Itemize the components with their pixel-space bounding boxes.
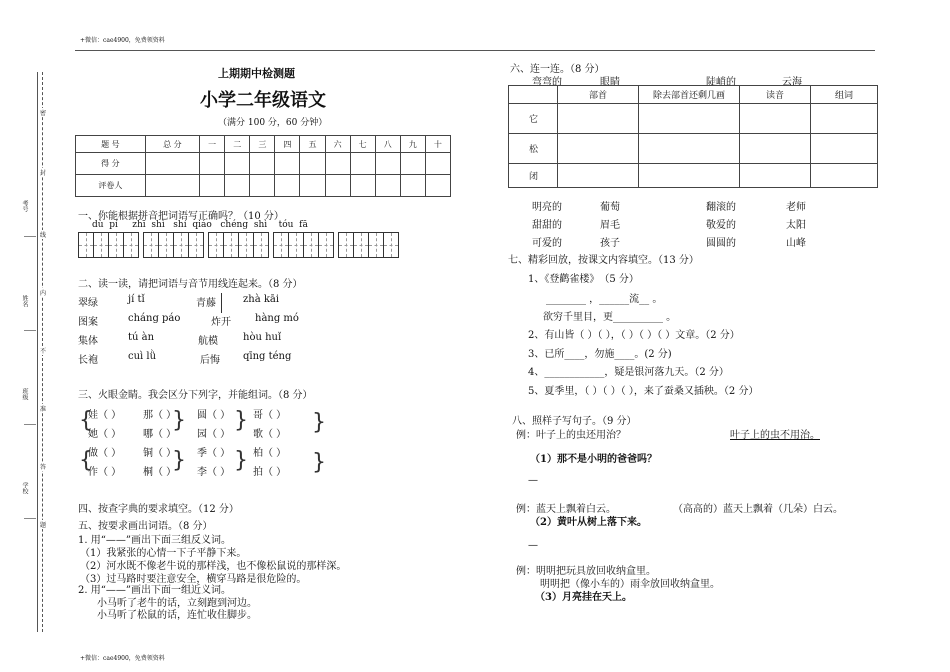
- score-header: 六: [325, 136, 350, 153]
- q7-line: 3、已所____，勿施____。(2 分): [528, 349, 672, 360]
- q7-line: ________ ，______流__ 。: [546, 294, 663, 305]
- q8-item: （3）月亮挂在天上。: [535, 592, 632, 603]
- answer-grid[interactable]: [273, 232, 333, 258]
- cut-char: 答: [40, 464, 47, 471]
- q4-title: 四、按查字典的要求填空。（12 分）: [78, 504, 239, 515]
- score-header: 四: [275, 136, 300, 153]
- side-label-id: 考号: [21, 200, 28, 212]
- side-label-school: 学校: [21, 482, 28, 494]
- q5-line: （3）过马路时要注意安全，横穿马路是很危险的。: [80, 574, 307, 585]
- cut-char: 内: [40, 290, 47, 297]
- answer-grid[interactable]: [143, 232, 203, 258]
- score-row-label: 得 分: [76, 153, 146, 175]
- q1-title: 一、你能根据拼音把词语写正确吗？（10 分）: [78, 211, 284, 222]
- score-header: 总 分: [145, 136, 199, 153]
- score-table: [75, 135, 451, 197]
- cut-char: 线: [40, 232, 47, 239]
- exam-subject: 小学二年级语文: [200, 90, 326, 111]
- q8-example-answer: 叶子上的虫不用治。: [730, 430, 820, 441]
- q8-example-answer: （高高的）蓝天上飘着（几朵）白云。: [673, 504, 843, 515]
- answer-dash[interactable]: —: [528, 475, 538, 486]
- header-note: +微信：cae4900，免费领资料: [80, 37, 165, 44]
- score-header: 五: [300, 136, 325, 153]
- header-rule: [75, 50, 875, 51]
- q7-line: 欲穷千里目，更__________ 。: [543, 312, 677, 323]
- answer-dash[interactable]: —: [528, 540, 538, 551]
- q8-example-answer: 明明把（像小车的）雨伞放回收纳盒里。: [540, 579, 720, 590]
- q2-title: 二、读一读，请把词语与音节用线连起来。（8 分）: [78, 279, 303, 290]
- q6-word: 陡峭的: [706, 77, 736, 88]
- cut-char: 密: [40, 110, 47, 117]
- table-char: 闭: [509, 164, 558, 188]
- q7-line: 2、有山皆（ ）（ ），（ ）（ ）（ ）文章。（2 分）: [528, 330, 740, 341]
- exam-info: （满分 100 分，60 分钟）: [218, 118, 328, 128]
- score-header: 八: [375, 136, 400, 153]
- exam-title: 上期期中检测题: [218, 67, 295, 80]
- q6-word: 云海: [782, 77, 802, 88]
- answer-grid[interactable]: [208, 232, 268, 258]
- score-header: 三: [250, 136, 275, 153]
- q7-line: 5、夏季里，（ ）（ ）（ ），来了蚕桑又插秧。（2 分）: [528, 386, 759, 397]
- q6-word: 眼睛: [600, 77, 620, 88]
- radical-table: 部首 除去部首还剩几画 读音 组词 它 松 闭: [508, 85, 878, 188]
- q1-pinyin: dù pí zhī shì shí qiáo chéng shì tóu fā: [92, 220, 308, 230]
- q5-title: 五、按要求画出词语。（8 分）: [78, 521, 213, 532]
- q7-line: 4、____________，疑是银河落九天。（2 分）: [528, 367, 729, 378]
- cut-char: 准: [40, 406, 47, 413]
- cut-char: 封: [40, 170, 47, 177]
- score-header: 九: [400, 136, 425, 153]
- q5-line: （1）我紧张的心情一下子平静下来。: [80, 548, 247, 559]
- q5-line: （2）河水既不像老牛说的那样浅，也不像松鼠说的那样深。: [80, 561, 347, 572]
- q6-title: 六、连一连。（8 分）: [510, 64, 605, 75]
- table-char: 它: [509, 104, 558, 134]
- side-label-name: 姓名: [21, 295, 28, 307]
- answer-grid[interactable]: [338, 232, 398, 258]
- cut-char: 不: [40, 348, 47, 355]
- q5-line: 小马听了老牛的话，立刻跑到河边。: [97, 598, 257, 609]
- q8-item: （1）那不是小明的爸爸吗？: [530, 454, 657, 465]
- score-header: 十: [425, 136, 450, 153]
- q5-line: 1. 用“——”画出下面三组反义词。: [78, 535, 231, 546]
- score-header: 题 号: [76, 136, 146, 153]
- q5-line: 小马听了松鼠的话，连忙收住脚步。: [97, 610, 257, 621]
- score-header: 七: [350, 136, 375, 153]
- q6-word: 弯弯的: [532, 77, 562, 88]
- cut-char: 题: [40, 522, 47, 529]
- q8-example: 例：蓝天上飘着白云。: [516, 504, 616, 515]
- q8-item: （2）黄叶从树上落下来。: [530, 517, 647, 528]
- score-header: 二: [225, 136, 250, 153]
- footer-note: +微信：cae4900，免费领资料: [80, 655, 165, 662]
- score-row-label: 评卷人: [76, 175, 146, 197]
- q5-line: 2. 用“——”画出下面一组近义词。: [78, 585, 231, 596]
- q8-title: 八、照样子写句子。（9 分）: [512, 416, 637, 427]
- side-label-class: 班级: [21, 388, 28, 400]
- q7-title: 七、精彩回放，按课文内容填空。（13 分）: [508, 255, 699, 266]
- margin-line: [37, 72, 38, 632]
- q8-example: 例：叶子上的虫还用治？: [516, 430, 626, 441]
- q8-example: 例：明明把玩具放回收纳盒里。: [516, 566, 656, 577]
- answer-grid[interactable]: [78, 232, 138, 258]
- q3-title: 三、火眼金睛。我会区分下列字，并能组词。（8 分）: [78, 390, 313, 401]
- table-char: 松: [509, 134, 558, 164]
- q7-line: 1、《登鹳雀楼》 （5 分）: [528, 274, 639, 285]
- score-header: 一: [200, 136, 225, 153]
